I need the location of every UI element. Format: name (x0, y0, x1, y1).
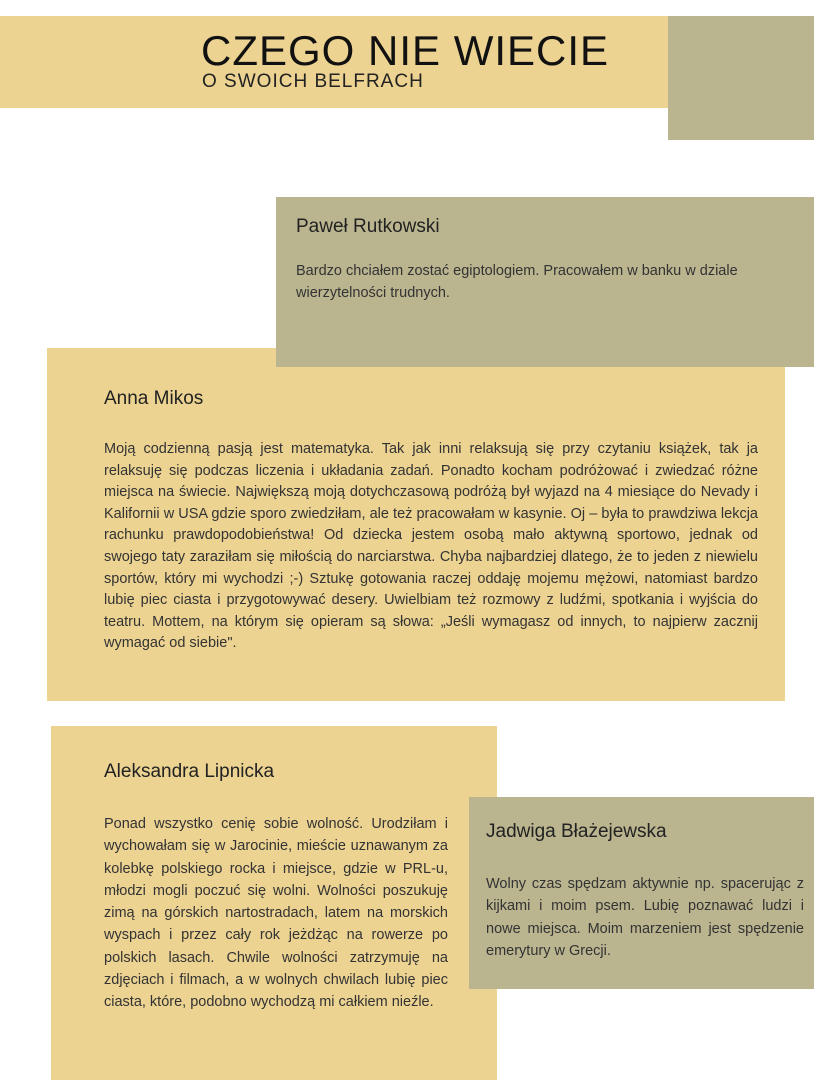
profile-card-aleksandra-lipnicka (51, 726, 497, 1080)
profile-name: Aleksandra Lipnicka (104, 761, 275, 782)
profile-name: Anna Mikos (104, 388, 204, 409)
profile-card-pawel-rutkowski (276, 197, 814, 367)
corner-decoration-block (668, 16, 814, 140)
profile-bio: Moją codzienną pasją jest matematyka. Tak jak inni relaksują się przy czytaniu książek, tak ja relaksuję się podczas liczenia i układania zadań. Ponadto kocham podróżować i zwiedzać różne miejsca na świecie. Największą moją dotychczasową podróżą był wyjazd na 4 miesiące do Nevady i Kalifornii w USA gdzie sporo zwiedziłam, ale też pracowałam w kasynie. Oj – była to prawdziwa lekcja rachunku prawdopodobieństwa! Od dziecka jestem osobą mało aktywną sportowo, jednak od swojego taty zaraziłam się miłością do narciarstwa. Chyba najbardziej dlatego, że to jeden z niewielu sportów, który mi wychodzi ;-) Sztukę gotowania raczej oddaję mojemu mężowi, natomiast bardzo lubię piec ciasta i przygotowywać desery. Uwielbiam też rozmowy z ludźmi, spotkania i wyjścia do teatru. Mottem, na którym się opieram są słowa: „Jeśli wymagasz od innych, to najpierw zacznij wymagać od siebie". (104, 441, 758, 652)
profile-card-jadwiga-blazejewska (469, 797, 814, 989)
profile-card-anna-mikos (47, 348, 785, 701)
profile-bio: Ponad wszystko cenię sobie wolność. Urodziłam i wychowałam się w Jarocinie, mieście uznawanym za kolebkę polskiego rocka i miejsce, gdzie w PRL-u, młodzi mogli poczuć się wolni. Wolności poszukuję zimą na górskich nartostradach, latem na morskich wyspach i przez cały rok jeżdżąc na rowerze po polskich lasach. Chwile wolności zatrzymuję na zdjęciach i filmach, a w wolnych chwilach lubię piec ciasta, które, podobno wychodzą mi całkiem nieźle. (104, 816, 448, 1011)
profile-bio: Wolny czas spędzam aktywnie np. spacerując z kijkami i moim psem. Lubię poznawać ludzi i nowe miejsca. Moim marzeniem jest spędzenie emerytury w Grecji. (486, 876, 804, 959)
profile-name: Jadwiga Błażejewska (486, 821, 667, 842)
page-subtitle: O SWOICH BELFRACH (202, 71, 424, 92)
page-title: CZEGO NIE WIECIE (201, 27, 610, 74)
profile-name: Paweł Rutkowski (296, 216, 440, 237)
profile-bio: Bardzo chciałem zostać egiptologiem. Pracowałem w banku w dziale wierzytelności trudnych. (296, 263, 738, 301)
